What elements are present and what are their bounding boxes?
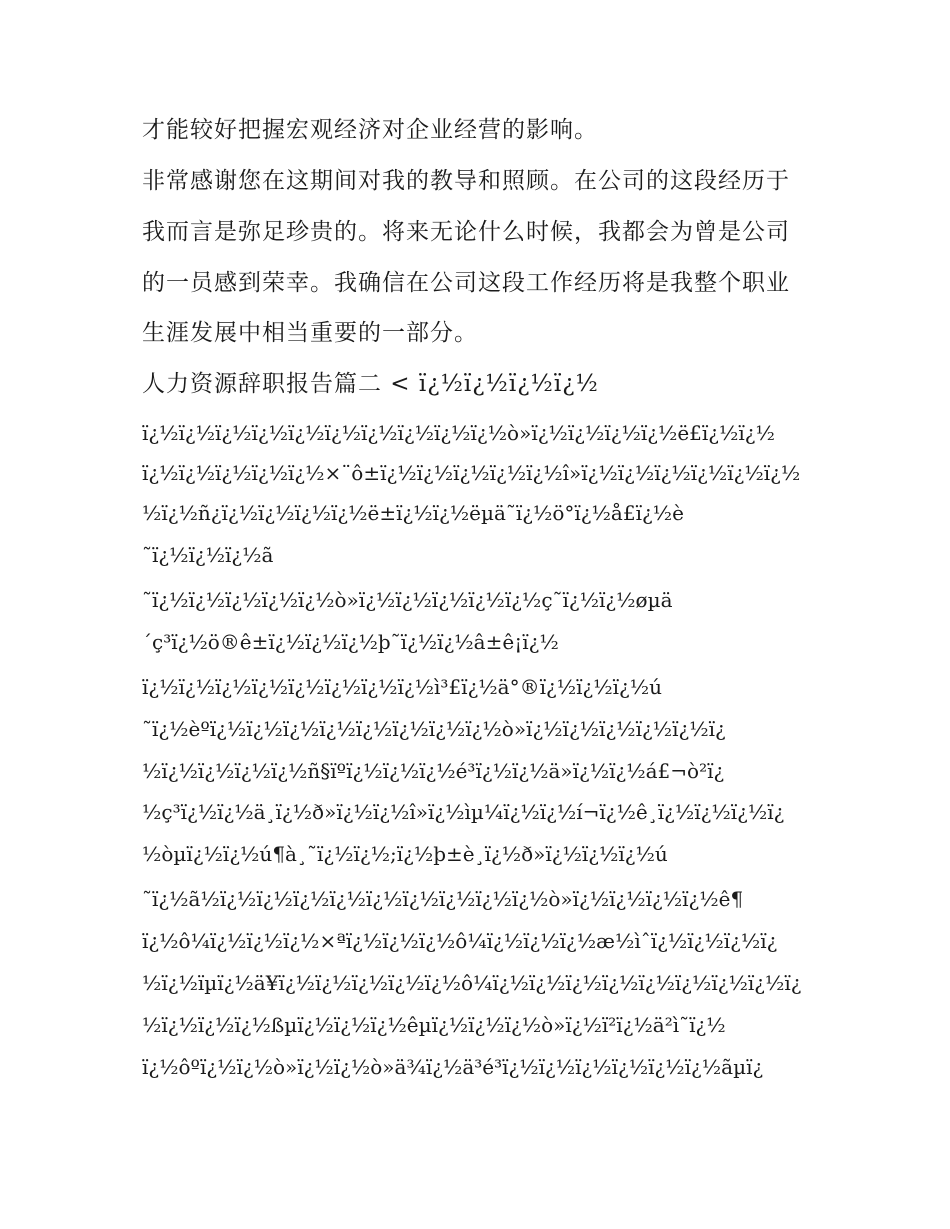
text-line: ½ï¿½ñ¿ï¿½ï¿½ï¿½ï¿½ë±ï¿½ï¿½ëµä˜ï¿½ö°ï¿½å£ï¿½è: [142, 501, 684, 525]
text-line: 我而言是弥足珍贵的。将来无论什么时候，我都会为曾是公司: [142, 219, 790, 245]
text-line: ï¿½ï¿½ï¿½ï¿½ï¿½×¨ô±ï¿½ï¿½ï¿½ï¿½ï¿½î»ï¿½ï¿½ï¿½ï¿½ï¿½ï¿½: [142, 461, 801, 485]
text-line: 的一员感到荣幸。我确信在公司这段工作经历将是我整个职业: [142, 270, 790, 296]
text-line: ½ï¿½ï¿½ï¿½ï¿½ñ§ïºï¿½ï¿½ï¿½é³ï¿½ï¿½ä»ï¿½ï¿½á£¬ò²ï¿: [142, 759, 725, 783]
text-line: ½ï¿½ïµï¿½ä¥ï¿½ï¿½ï¿½ï¿½ï¿½ô¼ï¿½ï¿½ï¿½ï¿½ï¿½ï¿½ï¿½ï¿½ï¿: [142, 971, 802, 995]
section-heading: 人力资源辞职报告篇二 < ï¿½ï¿½ï¿½ï¿½: [142, 371, 599, 397]
text-line: ï¿½ôºï¿½ï¿½ò»ï¿½ï¿½ò»ä¾ï¿½ä³é³ï¿½ï¿½ï¿½ï¿½ï¿½ï¿½ãµï¿: [142, 1055, 764, 1079]
text-line: ½ï¿½ï¿½ï¿½ßµï¿½ï¿½ï¿½êµï¿½ï¿½ï¿½ò»ï¿½ï²ï¿½ä²ì˜ï¿½: [142, 1013, 726, 1037]
text-line: 非常感谢您在这期间对我的教导和照顾。在公司的这段经历于: [142, 168, 790, 194]
text-line: ï¿½ï¿½ï¿½ï¿½ï¿½ï¿½ï¿½ï¿½ï¿½ï¿½ò»ï¿½ï¿½ï¿½ï¿½ë£ï¿½ï¿½: [142, 421, 775, 445]
text-line: ˜ï¿½ï¿½ï¿½ï¿½ï¿½ò»ï¿½ï¿½ï¿½ï¿½ï¿½ç˜ï¿½ï¿½øµä: [142, 588, 673, 612]
text-line: ˜ï¿½ï¿½ï¿½ã: [142, 543, 274, 567]
text-line: ï¿½ï¿½ï¿½ï¿½ï¿½ï¿½ï¿½ï¿½ì³£ï¿½ä°®ï¿½ï¿½ï¿½ú: [142, 675, 662, 699]
text-line: ´ç³ï¿½ö®ê±ï¿½ï¿½ï¿½þ˜ï¿½ï¿½â±ê¡ï¿½: [142, 630, 559, 654]
text-line: ½ç³ï¿½ï¿½ä¸ï¿½ð»ï¿½ï¿½î»ï¿½ìµ¼ï¿½ï¿½í¬ï¿½ê¸ï¿½ï¿½ï¿½ï¿: [142, 800, 785, 824]
text-line: ½òµï¿½ï¿½ú¶à¸˜ï¿½ï¿½;ï¿½þ±è¸ï¿½ð»ï¿½ï¿½ï¿½ú: [142, 842, 668, 866]
text-line: ˜ï¿½èºï¿½ï¿½ï¿½ï¿½ï¿½ï¿½ï¿½ï¿½ò»ï¿½ï¿½ï¿½ï¿½ï¿½ï¿: [142, 717, 726, 741]
text-line: 生涯发展中相当重要的一部分。: [142, 320, 478, 346]
text-line: ï¿½ô¼ï¿½ï¿½ï¿½×ªï¿½ï¿½ï¿½ô¼ï¿½ï¿½ï¿½æ½ìˆï¿½ï¿½ï¿½ï¿: [142, 929, 778, 953]
text-line: 才能较好把握宏观经济对企业经营的影响。: [142, 117, 598, 143]
text-line: ˜ï¿½ã½ï¿½ï¿½ï¿½ï¿½ï¿½ï¿½ï¿½ï¿½ï¿½ò»ï¿½ï¿½ï¿½ï¿½ê¶: [142, 887, 744, 911]
